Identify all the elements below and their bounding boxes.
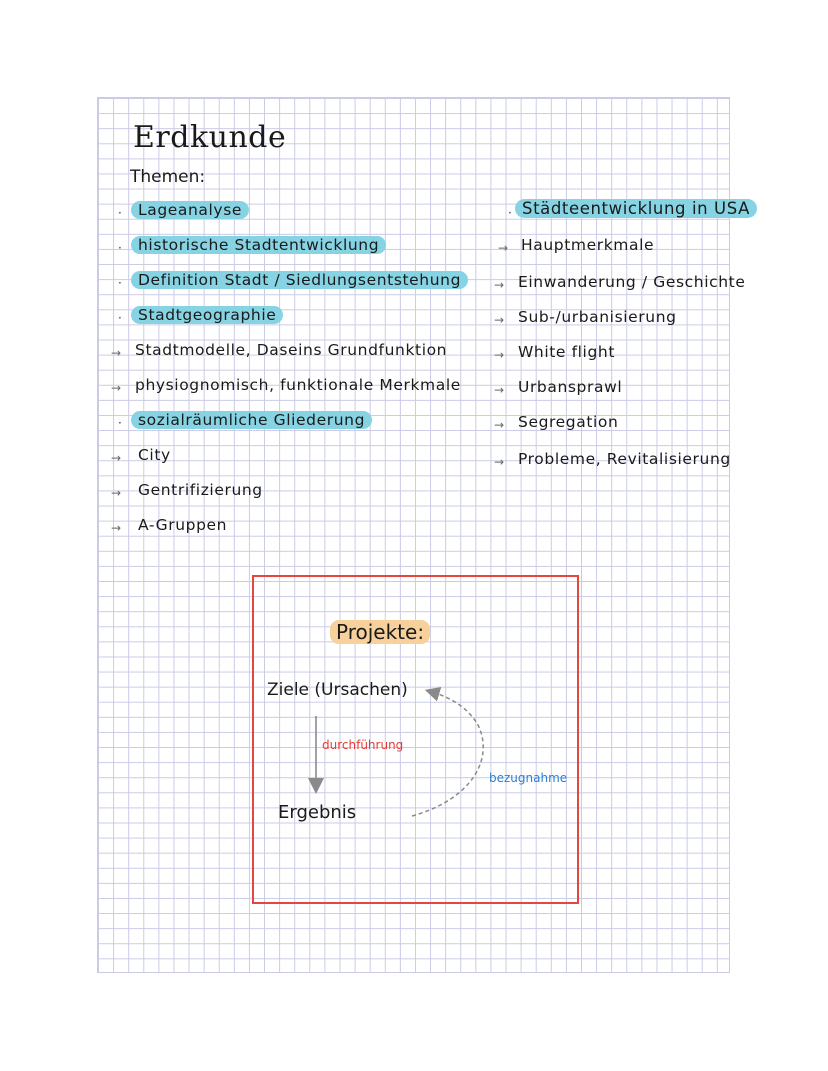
page-title: Erdkunde: [133, 120, 287, 155]
left-item-label: Lageanalyse: [131, 201, 249, 219]
right-item-einwanderung: Einwanderung / Geschichte: [518, 273, 746, 291]
projekte-heading: Projekte:: [330, 620, 430, 644]
arrow-marker: →: [111, 346, 122, 360]
left-item-label: historische Stadtentwicklung: [131, 236, 386, 254]
arrow-marker: →: [111, 451, 122, 465]
arrow-marker: →: [111, 381, 122, 395]
arrow-marker: →: [494, 455, 505, 469]
bullet-marker: ·: [118, 416, 122, 430]
bullet-marker: ·: [118, 276, 122, 290]
durchfuehrung-label: durchführung: [322, 738, 404, 752]
bullet-marker: ·: [118, 311, 122, 325]
arrow-marker: →: [494, 348, 505, 362]
arrow-marker: →: [111, 486, 122, 500]
arrow-marker: →: [494, 313, 505, 327]
right-item-white-flight: White flight: [518, 343, 616, 361]
left-item-stadtmodelle: Stadtmodelle, Daseins Grundfunktion: [135, 341, 448, 359]
left-item-label: sozialräumliche Gliederung: [131, 411, 372, 429]
left-item-a-gruppen: A-Gruppen: [138, 516, 228, 534]
arrow-marker: →: [111, 521, 122, 535]
arrow-marker: →: [494, 418, 505, 432]
arrow-marker: →: [494, 383, 505, 397]
bullet-marker: ·: [508, 206, 512, 220]
bullet-marker: ·: [118, 206, 122, 220]
right-item-urbansprawl: Urbansprawl: [518, 378, 623, 396]
ergebnis-label: Ergebnis: [278, 802, 357, 823]
right-item-suburbanisierung: Sub-/urbanisierung: [518, 308, 677, 326]
bullet-marker: ·: [118, 241, 122, 255]
right-item-hauptmerkmale: Hauptmerkmale: [521, 236, 655, 254]
ziele-label: Ziele (Ursachen): [267, 680, 408, 700]
right-item-label: Städteentwicklung in USA: [515, 199, 757, 218]
bezugnahme-label: bezugnahme: [489, 771, 568, 785]
curved-dashed-arrow: [412, 692, 483, 816]
left-item-gentrifizierung: Gentrifizierung: [138, 481, 263, 499]
right-item-probleme: Probleme, Revitalisierung: [518, 450, 731, 468]
arrow-marker: →: [494, 278, 505, 292]
arrow-marker: →: [498, 241, 509, 255]
left-item-city: City: [138, 446, 171, 464]
right-item-segregation: Segregation: [518, 413, 619, 431]
left-item-label: Definition Stadt / Siedlungsentstehung: [131, 271, 468, 289]
page-subtitle: Themen:: [130, 167, 206, 187]
left-item-merkmale: physiognomisch, funktionale Merkmale: [135, 376, 461, 394]
left-item-label: Stadtgeographie: [131, 306, 283, 324]
